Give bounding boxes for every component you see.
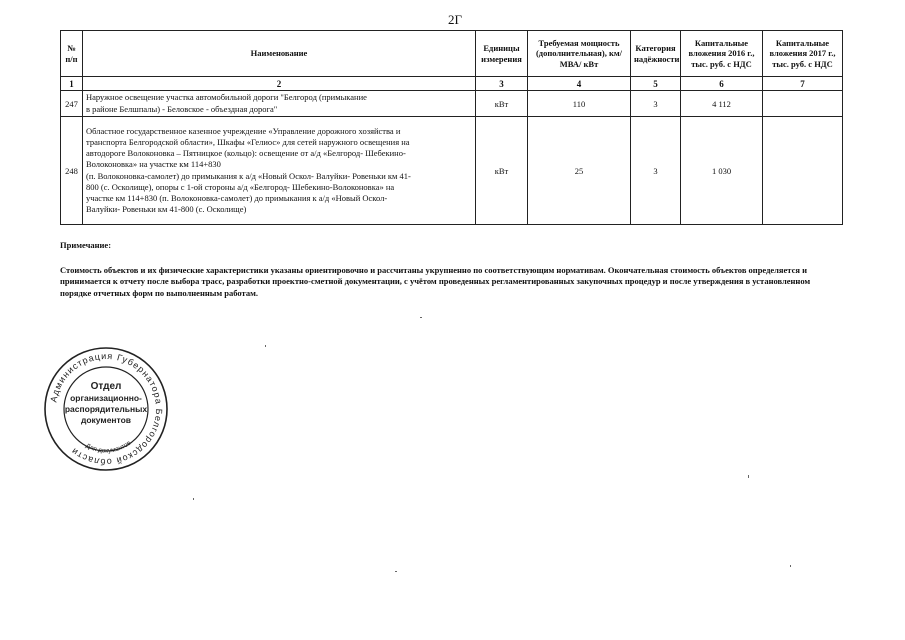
row-cap2016: 1 030 <box>681 117 763 225</box>
row-name-line: Областное государственное казенное учреждение «Управление дорожного хозяйства и <box>86 126 401 137</box>
row-category: 3 <box>631 117 681 225</box>
row-cap2017 <box>763 117 843 225</box>
table-row <box>61 91 843 117</box>
row-name-line: (п. Волоконовка-самолет) до примыкания к а/д «Новый Оскол- Валуйки- Ровеньки км 41- <box>86 170 411 181</box>
scan-speck <box>265 345 266 347</box>
stamp-center-line: организационно- <box>70 393 142 403</box>
scan-speck <box>748 475 749 478</box>
column-number: 3 <box>476 77 528 91</box>
svg-text:Для документов <box>84 439 132 454</box>
stamp-center-line: распорядительных <box>64 404 148 414</box>
header-power: Требуемая мощность (дополнительная), км/ МВА/ кВт <box>528 31 631 77</box>
row-cap2016: 4 112 <box>681 91 763 117</box>
column-number: 7 <box>763 77 843 91</box>
column-number-row <box>61 77 843 91</box>
note-text: Стоимость объектов и их физические характеристики указаны ориентировочно и рассчитаны укрупненно по соответствующим нормативам. Окончательная стоимость объектов определяется и принимается к отчету после выбора трасс, разработки проектно-сметной документации, с учётом проведенных регламентированных закупочных процедур и после утверждения в установленном порядке отчетных форм по выполненным работам. <box>60 265 811 298</box>
row-name-line: Наружное освещение участка автомобильной дороги "Белгород (примыкание <box>86 92 367 103</box>
row-name-line: в районе Белшпалы) - Беловское - объездная дорога" <box>86 103 278 114</box>
scan-speck <box>420 317 422 318</box>
column-number: 5 <box>631 77 681 91</box>
table-row <box>61 117 843 225</box>
row-cap2017 <box>763 91 843 117</box>
row-power: 25 <box>528 117 631 225</box>
header-cap2016: Капитальные вложения 2016 г., тыс. руб. с НДС <box>681 31 763 77</box>
official-stamp <box>42 345 170 473</box>
row-name-line: Волоконовка» на участке км 114+830 <box>86 159 221 170</box>
header-num: № п/п <box>61 31 83 77</box>
scan-speck <box>193 498 194 500</box>
row-num: 248 <box>61 117 83 225</box>
row-power: 110 <box>528 91 631 117</box>
header-cap2017: Капитальные вложения 2017 г., тыс. руб. с НДС <box>763 31 843 77</box>
column-number: 2 <box>83 77 476 91</box>
note-title: Примечание: <box>60 240 112 250</box>
stamp-ring-text: Администрация Губернатора Белгородской области <box>48 350 165 468</box>
row-category: 3 <box>631 91 681 117</box>
scan-speck <box>395 571 397 572</box>
column-number: 4 <box>528 77 631 91</box>
column-number: 6 <box>681 77 763 91</box>
row-name-line: 800 (с. Осколище), опоры с 1-ой стороны а/д «Белгород- Шебекино-Волоконовка» на <box>86 181 395 192</box>
row-num: 247 <box>61 91 83 117</box>
row-units: кВт <box>476 117 528 225</box>
header-units: Единицы измерения <box>476 31 528 77</box>
capital-investment-table <box>60 30 843 225</box>
table-header-row <box>61 31 843 77</box>
column-number: 1 <box>61 77 83 91</box>
row-name <box>83 117 476 225</box>
stamp-center-line: Отдел <box>90 381 122 392</box>
header-name: Наименование <box>83 31 476 77</box>
header-category: Категория надёжности <box>631 31 681 77</box>
scan-speck <box>790 565 791 567</box>
page-number: 2Г <box>448 12 463 27</box>
stamp-center-line: документов <box>80 415 132 425</box>
stamp-bottom-text: Для документов <box>84 439 133 455</box>
row-name-line: транспорта Белгородской области», Шкафы «Гелиос» для сетей наружного освещения на <box>86 137 410 148</box>
row-name <box>83 91 476 117</box>
row-name-line: Валуйки- Ровеньки км 41-800 (с. Осколище) <box>86 203 247 214</box>
row-name-line: автодороге Волоконовка – Пятницкое (кольцо): освещение от а/д «Белгород- Шебекино- <box>86 148 406 159</box>
row-units: кВт <box>476 91 528 117</box>
row-name-line: участке км 114+830 (п. Волоконовка-самолет) до примыкания к а/д «Новый Оскол- <box>86 192 388 203</box>
